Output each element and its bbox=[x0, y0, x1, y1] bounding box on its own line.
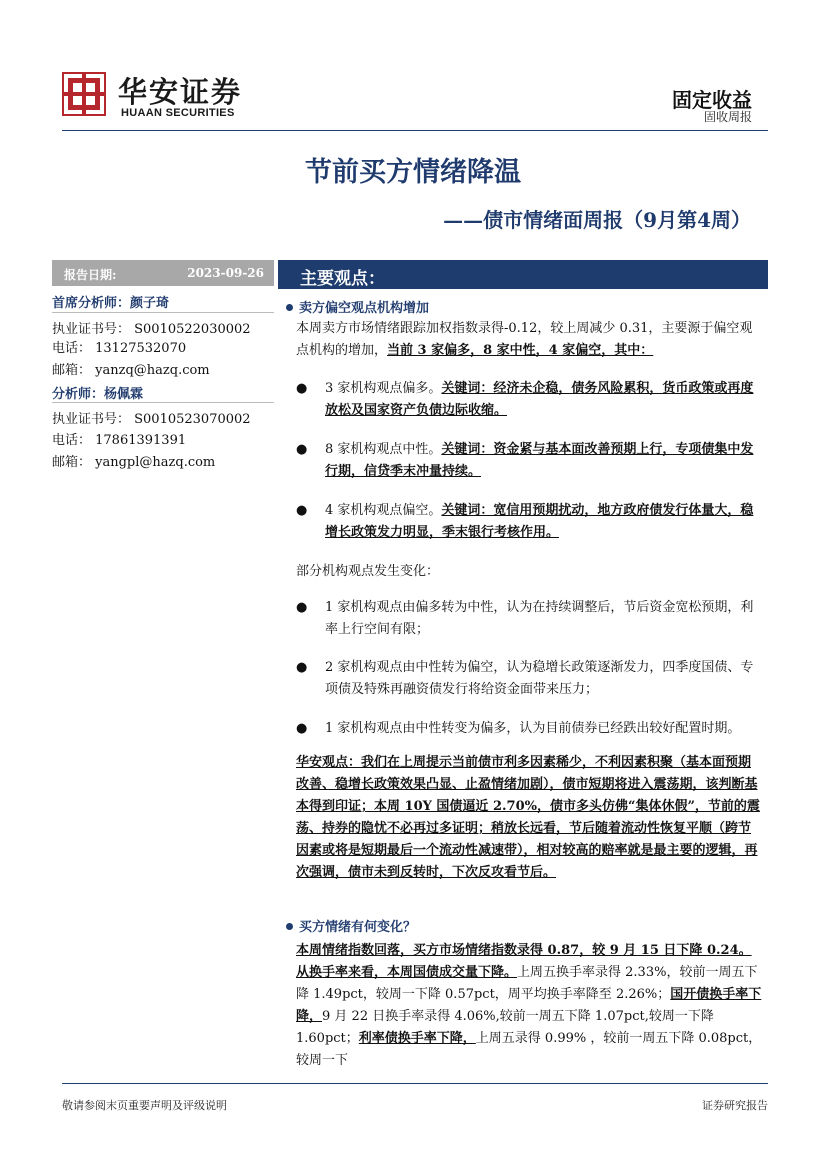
brand-logo-icon bbox=[62, 72, 106, 116]
change-item-3: 1 家机构观点由中性转变为偏多，认为目前债券已经跌出较好配置时期。 bbox=[325, 721, 741, 736]
report-category: 固定收益 bbox=[672, 88, 752, 112]
paragraph-highlight: 利率债换手率下降， bbox=[358, 1031, 476, 1046]
brand-name-en: HUAAN SECURITIES bbox=[121, 107, 235, 119]
footer-divider bbox=[62, 1083, 768, 1084]
report-date-bar bbox=[52, 260, 274, 286]
bullet-bearish bbox=[325, 500, 762, 544]
analyst2-cert: 执业证书号： S0010523070002 bbox=[52, 412, 251, 427]
paragraph-text: 上周五换手率录得 2.33%，较前一周五下降 1.49pct，较周一下降 0.57pct，周平均换手率降至 2.26%； bbox=[296, 965, 758, 1002]
analyst2-divider bbox=[52, 402, 274, 403]
analyst2-phone: 电话： 17861391391 bbox=[52, 433, 187, 448]
section-seller-bearish bbox=[286, 297, 429, 316]
analyst1-email[interactable]: 邮箱： yanzq@hazq.com bbox=[52, 363, 210, 378]
bullet-icon: ● bbox=[296, 503, 308, 518]
report-subtitle: ——债市情绪面周报（9月第4周） bbox=[443, 208, 751, 232]
bullet-icon: ● bbox=[296, 660, 308, 675]
report-title: 节前买方情绪降温 bbox=[305, 157, 521, 188]
bullet-keywords: 关键词：宽信用预期扰动，地方政府债发行体量大，稳增长政策发力明显，季末银行考核作用。 bbox=[325, 503, 754, 540]
paragraph-highlight: 当前 3 家偏多，8 家中性，4 家偏空，其中： bbox=[387, 343, 654, 358]
change-item-2: 2 家机构观点由中性转为偏空，认为稳增长政策逐渐发力，四季度国债、专项债及特殊再融资债发行将给资金面带来压力； bbox=[325, 660, 754, 697]
section-title: 买方情绪有何变化？ bbox=[299, 920, 417, 935]
huaan-view-paragraph: 华安观点：我们在上周提示当前债市利多因素稀少，不利因素积聚（基本面预期改善、稳增长政策效果凸显、止盈情绪加剧），债市短期将进入震荡期，该判断基本得到印证；本周 10Y 国债逼近 2.70%，债市多头仿佛“集体休假”，节前的震荡、持券的隐忧不必再过多证明；稍放长远看，节后随着流动性恢复平顺（跨节因素或将是短期最后一个流动性减速带），相对较高的赔率就是最主要的逻辑，再次强调，债市未到反转时，下次反攻看节后。 bbox=[296, 755, 760, 880]
footer-disclaimer: 敬请参阅末页重要声明及评级说明 bbox=[62, 1099, 227, 1112]
main-points-title: 主要观点： bbox=[300, 269, 385, 289]
paragraph-text: 上周五录得 0.99% ，较前一周五下降 0.08pct，较周一下 bbox=[296, 1031, 762, 1068]
analyst1-cert: 执业证书号： S0010522030002 bbox=[52, 322, 251, 337]
bullet-icon: ● bbox=[296, 721, 308, 736]
analyst2-heading: 分析师：杨佩霖 bbox=[52, 387, 144, 402]
analyst2-email[interactable]: 邮箱： yangpl@hazq.com bbox=[52, 455, 216, 470]
report-subcategory: 固收周报 bbox=[703, 110, 752, 124]
bullet-text: 4 家机构观点偏空。 bbox=[325, 503, 442, 518]
header-divider bbox=[62, 130, 768, 131]
section-bullet-icon bbox=[286, 304, 293, 311]
paragraph-text: 本周卖方市场情绪跟踪加权指数录得-0.12，较上周减少 0.31，主要源于偏空观点机构的增加， bbox=[296, 321, 753, 358]
section-bullet-icon bbox=[286, 923, 293, 930]
bullet-bullish bbox=[325, 378, 762, 422]
footer-report-type: 证券研究报告 bbox=[702, 1099, 768, 1112]
paragraph-highlight: 国开债换手率下降， bbox=[296, 987, 762, 1024]
bullet-neutral bbox=[325, 439, 762, 483]
bullet-keywords: 关键词：资金紧与基本面改善预期上行，专项债集中发行期，信贷季末冲量持续。 bbox=[325, 442, 754, 479]
paragraph-buyer-index bbox=[296, 940, 762, 1072]
brand-name-cn: 华安证券 bbox=[118, 75, 243, 109]
section-buyer-sentiment bbox=[286, 916, 416, 935]
bullet-icon: ● bbox=[296, 442, 308, 457]
analyst1-divider bbox=[52, 312, 274, 313]
bullet-text: 8 家机构观点中性。 bbox=[325, 442, 442, 457]
report-date-value: 2023-09-26 bbox=[187, 266, 264, 280]
bullet-keywords: 关键词：经济未企稳，债务风险累积，货币政策或再度放松及国家资产负债边际收缩。 bbox=[325, 381, 754, 418]
paragraph-text: 9 月 22 日换手率录得 4.06%,较前一周五下降 1.07pct,较周一下降 1.60pct； bbox=[296, 1009, 714, 1046]
bullet-text: 3 家机构观点偏多。 bbox=[325, 381, 442, 396]
change-item-1: 1 家机构观点由偏多转为中性，认为在持续调整后，节后资金宽松预期，利率上行空间有限； bbox=[325, 600, 754, 637]
main-points-bar bbox=[278, 260, 768, 289]
bullet-icon: ● bbox=[296, 600, 308, 615]
analyst1-phone: 电话： 13127532070 bbox=[52, 341, 187, 356]
bullet-icon: ● bbox=[296, 381, 308, 396]
report-date-label: 报告日期: bbox=[64, 268, 117, 282]
paragraph-seller-index bbox=[296, 318, 762, 362]
paragraph-changes-intro: 部分机构观点发生变化： bbox=[296, 564, 440, 579]
section-title: 卖方偏空观点机构增加 bbox=[299, 301, 430, 316]
paragraph-highlight: 本周情绪指数回落，买方市场情绪指数录得 0.87，较 9 月 15 日下降 0.24。从换手率来看，本周国债成交量下降。 bbox=[296, 943, 752, 980]
analyst1-heading: 首席分析师：颜子琦 bbox=[52, 296, 170, 311]
